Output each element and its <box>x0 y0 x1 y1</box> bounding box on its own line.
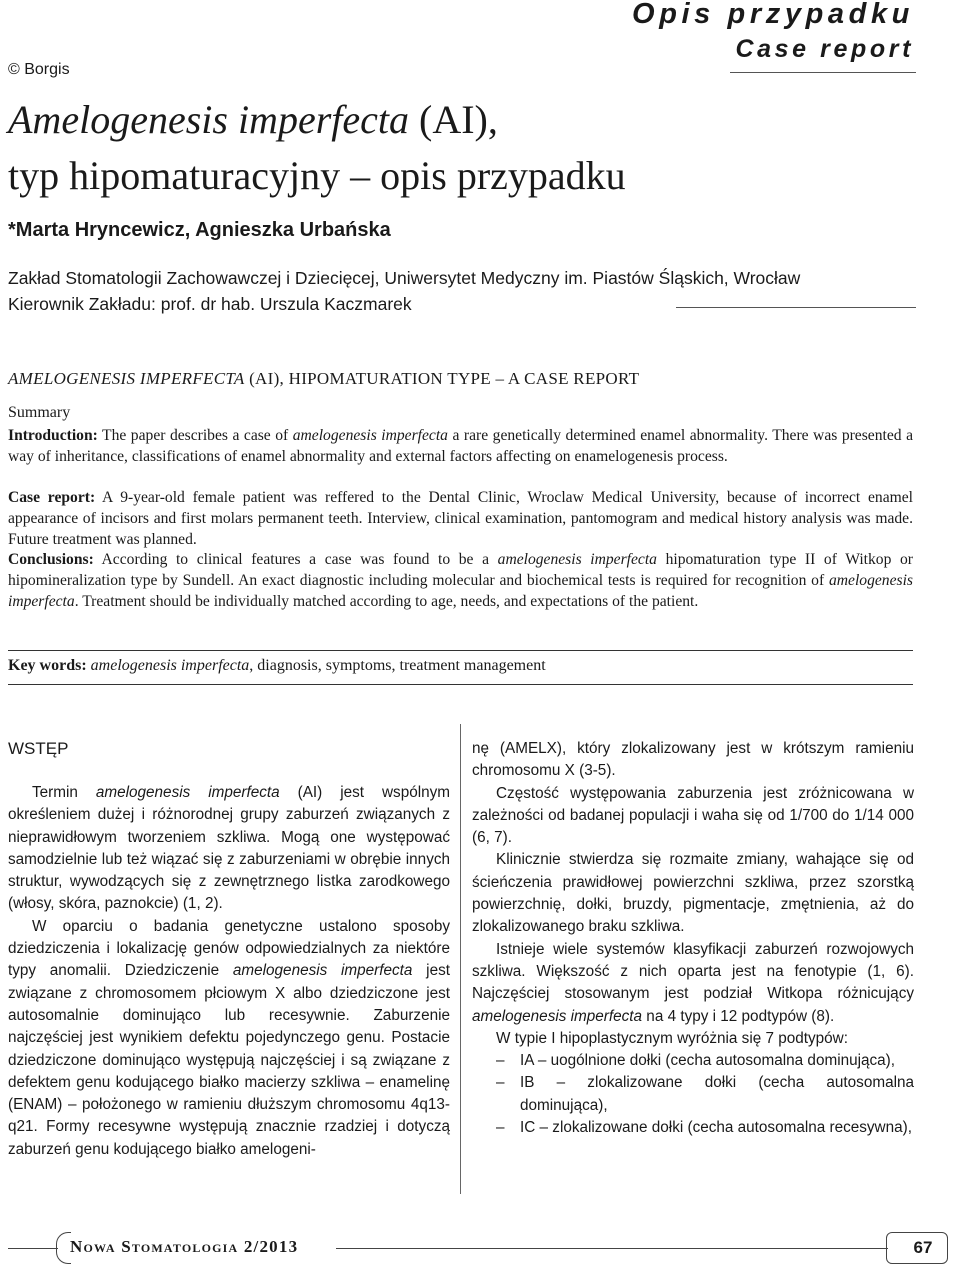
c2-p3-text-a: Istnieje wiele systemów klasyfikacji zaburzeń rozwojowych szkliwa. Większość z nich oparta jest na fenotypie (1, 6). Najczęściej stosowanym jest podział Witkopa różnicujący <box>472 940 914 1003</box>
paragraph: nę (AMELX), który zlokalizowany jest w krótszym ramieniu chromosomu X (3-5). <box>472 740 914 780</box>
conclusions-italic-2: amelogenesis imperfecta <box>8 572 913 610</box>
keywords <box>8 657 546 675</box>
keywords-rest: , diagnosis, symptoms, treatment management <box>249 657 546 674</box>
dash-icon: – <box>496 1119 505 1137</box>
dash-icon: – <box>496 1074 505 1092</box>
list-item-text: IB – zlokalizowane dołki (cecha autosomalna dominująca), <box>520 1074 914 1114</box>
list-item <box>496 1050 914 1072</box>
conclusions-text-b: hipomaturation type II of Witkop or hipomineralization type by Sundell. An exact diagnostic including molecular and biochemical tests is required for recognition of <box>8 551 913 589</box>
paragraph: Częstość występowania zaburzenia jest zróżnicowana w zależności od badanej populacji i waha się od 1/700 do 1/14 000 (6, 7). <box>472 784 914 847</box>
list-item-text: IC – zlokalizowane dołki (cecha autosomalna recesywna), <box>520 1119 912 1137</box>
introduction-label: Introduction: <box>8 427 98 444</box>
affiliation <box>8 265 800 317</box>
list-item-text: IA – uogólnione dołki (cecha autosomalna dominująca), <box>520 1052 896 1070</box>
c2-p3-text-b: na 4 typy i 12 podtypów (8). <box>642 1007 835 1025</box>
english-title-rest: (AI), HIPOMATURATION TYPE – A CASE REPORT <box>244 369 640 388</box>
section-label-en: Case report <box>735 35 914 63</box>
authors: *Marta Hryncewicz, Agnieszka Urbańska <box>8 219 391 241</box>
section-label-pl: Opis przypadku <box>632 0 914 30</box>
subtype-list <box>472 1050 914 1139</box>
paragraph: Klinicznie stwierdza się rozmaite zmiany, wahające się od ścieńczenia prawidłowej powierzchni szkliwa, przez szorstką powierzchnię, dołki, bruzdy, pigmentacje, zmętnienia, aż do zlokalizowanego braku szkliwa. <box>472 851 914 936</box>
conclusions-label: Conclusions: <box>8 551 94 568</box>
introduction-text-b: a rare genetically determined enamel abnormality. There was presented a way of inheritance, classifications of enamel abnormality and external factors affecting on enamelogenesis process. <box>8 427 913 465</box>
title-rest: (AI), <box>409 97 498 142</box>
keywords-top-rule <box>8 650 913 651</box>
conclusions-text-c: . Treatment should be individually matched according to age, needs, and expectations of the patient. <box>74 593 699 610</box>
title-line2: typ hipomaturacyjny – opis przypadku <box>8 153 626 198</box>
footer-rule-left <box>8 1248 58 1249</box>
footer-rule-middle <box>336 1248 888 1249</box>
body-column-left <box>8 738 450 1161</box>
abstract-conclusions <box>8 549 913 612</box>
paragraph <box>8 916 450 1161</box>
title-italic: Amelogenesis imperfecta <box>8 97 409 142</box>
keywords-bottom-rule <box>8 684 913 685</box>
affiliation-divider <box>676 307 916 308</box>
article-title <box>8 92 626 204</box>
dash-icon: – <box>496 1052 505 1070</box>
journal-name: Nowa Stomatologia 2/2013 <box>70 1237 299 1256</box>
list-item <box>496 1072 914 1117</box>
conclusions-italic-1: amelogenesis imperfecta <box>497 551 657 568</box>
affiliation-line2: Kierownik Zakładu: prof. dr hab. Urszula Kaczmarek <box>8 294 412 314</box>
p2-text-b: jest związane z chromosomem płciowym X albo dziedziczone jest autosomalnie dominująco lub recesywnie. Zaburzenie najczęściej jest wynikiem defektu pojedynczego genu. Postacie dziedziczone dominująco występują najczęściej i są związane z defektem genu kodującego białko macierzy szkliwa – enamelinę (ENAM) – położonego w ramieniu dłuższym chromosomu 4q13-q21. Formy recesywne występują znacznie rzadziej i dotyczą zaburzeń genu kodującego białko amelogeni- <box>8 962 450 1158</box>
paragraph: W typie I hipoplastycznym wyróżnia się 7 podtypów: <box>496 1029 848 1047</box>
list-item <box>496 1117 914 1139</box>
abstract-case-report <box>8 487 913 550</box>
page-number: 67 <box>913 1238 933 1257</box>
abstract-introduction <box>8 425 913 467</box>
p1-text-b: (AI) jest wspólnym określeniem dużej i różnorodnej grupy zaburzeń związanych z nieprawidłowym tworzeniem szkliwa. Mogą one występować samodzielnie lub też wiązać się z zaburzeniami w obrębie innych struktur, wywodzących się z zewnętrznego listka zarodkowego (włosy, skóra, paznokcie) (1, 2). <box>8 784 451 913</box>
keywords-label: Key words: <box>8 657 87 674</box>
p1-italic: amelogenesis imperfecta <box>95 784 280 801</box>
affiliation-line1: Zakład Stomatologii Zachowawczej i Dziecięcej, Uniwersytet Medyczny im. Piastów Śląskich, Wrocław <box>8 268 801 288</box>
paragraph <box>472 939 914 1028</box>
p2-italic: amelogenesis imperfecta <box>232 962 413 980</box>
introduction-text-a: The paper describes a case of <box>97 427 293 444</box>
conclusions-text-a: According to clinical features a case was found to be a <box>93 551 498 568</box>
introduction-italic: amelogenesis imperfecta <box>292 427 448 444</box>
english-title <box>8 369 639 389</box>
p2-text-a: W oparciu o badania genetyczne ustalono sposoby dziedziczenia i lokalizację genów odpowiedzialnych za niektóre typy anomalii. Dziedziczenie <box>8 917 450 980</box>
keywords-italic: amelogenesis imperfecta <box>90 657 250 674</box>
p1-text-a: Termin <box>32 784 96 801</box>
c2-p3-italic: amelogenesis imperfecta <box>472 1007 643 1025</box>
body-column-right <box>472 738 914 1139</box>
english-title-italic: AMELOGENESIS IMPERFECTA <box>8 369 245 388</box>
summary-label: Summary <box>8 404 71 421</box>
section-heading: WSTĘP <box>8 739 69 758</box>
section-header <box>632 0 914 66</box>
column-divider <box>460 724 461 1194</box>
case-report-text: A 9-year-old female patient was reffered to the Dental Clinic, Wroclaw Medical University, because of incorrect enamel appearance of incisors and first molars permanent teeth. Interview, clinical examination, pantomogram and medical history analysis was made. Future treatment was planned. <box>8 489 913 548</box>
case-report-label: Case report: <box>8 489 96 506</box>
header-divider <box>730 72 916 73</box>
paragraph <box>8 782 450 916</box>
copyright-notice: © Borgis <box>8 61 70 78</box>
footer-bracket <box>56 1232 71 1264</box>
